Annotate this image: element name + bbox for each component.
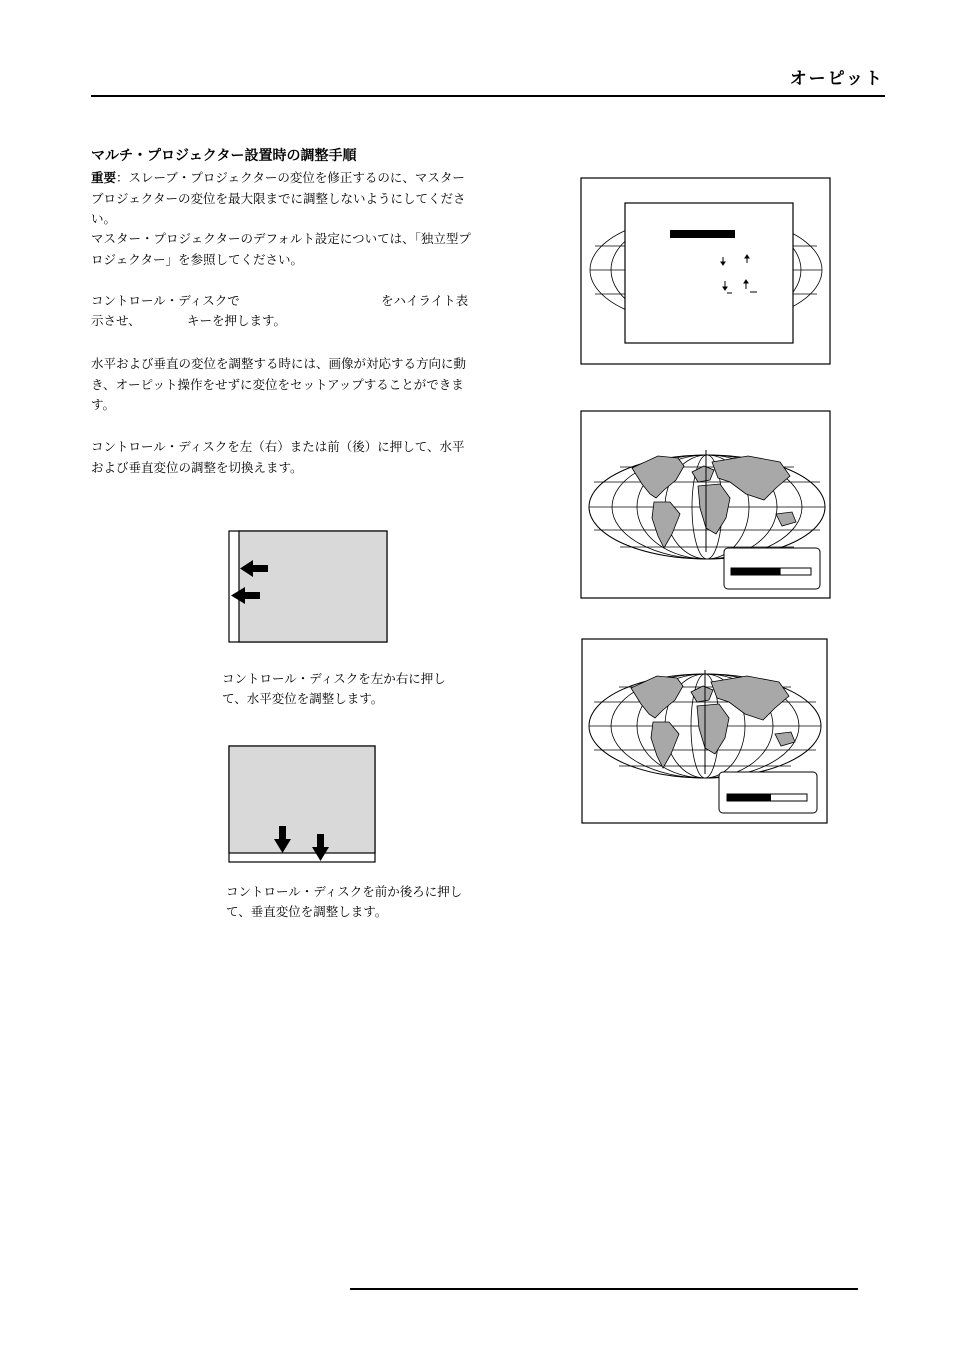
- shifted-image: [239, 531, 387, 642]
- menu-screen-figure: [580, 177, 832, 366]
- osd-menu-panel: [625, 203, 793, 343]
- vertical-shift-map-figure: [581, 638, 829, 825]
- menu-highlight-bar: [670, 230, 735, 238]
- important-label: 重要: [91, 170, 117, 185]
- horizontal-shift-diagram: [228, 530, 390, 644]
- horizontal-slider-fill: [731, 568, 781, 575]
- page-header-title: オーピット: [789, 69, 884, 89]
- horizontal-caption: コントロール・ディスクを左か右に押して、水平変位を調整します。: [222, 671, 446, 706]
- shift-note: 水平および垂直の変位を調整する時には、画像が対応する方向に動き、オーピット操作をせずに変位をセットアップすることができます。: [91, 356, 467, 412]
- disc-line2-start: 示させ、: [91, 313, 141, 328]
- vertical-caption: コントロール・ディスクを前か後ろに押して、垂直変位を調整します。: [226, 884, 463, 919]
- horizontal-shift-map-figure: [580, 410, 832, 600]
- slider-box: [719, 772, 817, 813]
- disc-line1-start: コントロール・ディスクで: [91, 293, 240, 308]
- vertical-shift-diagram: [228, 745, 378, 863]
- shifted-image: [229, 746, 375, 853]
- disc-line1-end: をハイライト表: [381, 293, 469, 308]
- important-note: [91, 168, 473, 230]
- footer-rule: [350, 1288, 858, 1290]
- toggle-note: コントロール・ディスクを左（右）または前（後）に押して、水平および垂直変位の調整を切換えます。: [91, 439, 465, 475]
- disc-line2-end: キーを押します。: [187, 313, 287, 328]
- vertical-slider-fill: [727, 794, 771, 801]
- disc-instruction: [91, 291, 473, 332]
- important-text: ：スレーブ・プロジェクターの変位を修正するのに、マスターブロジェクターの変位を最大限までに調整しないようにしてください。: [91, 170, 466, 226]
- header-rule: [91, 95, 885, 97]
- section-heading: マルチ・プロジェクター設置時の調整手順: [91, 148, 357, 164]
- default-settings-note: マスター・プロジェクターのデフォルト設定については、「独立型プロジェクター」を参照してください。: [91, 231, 471, 267]
